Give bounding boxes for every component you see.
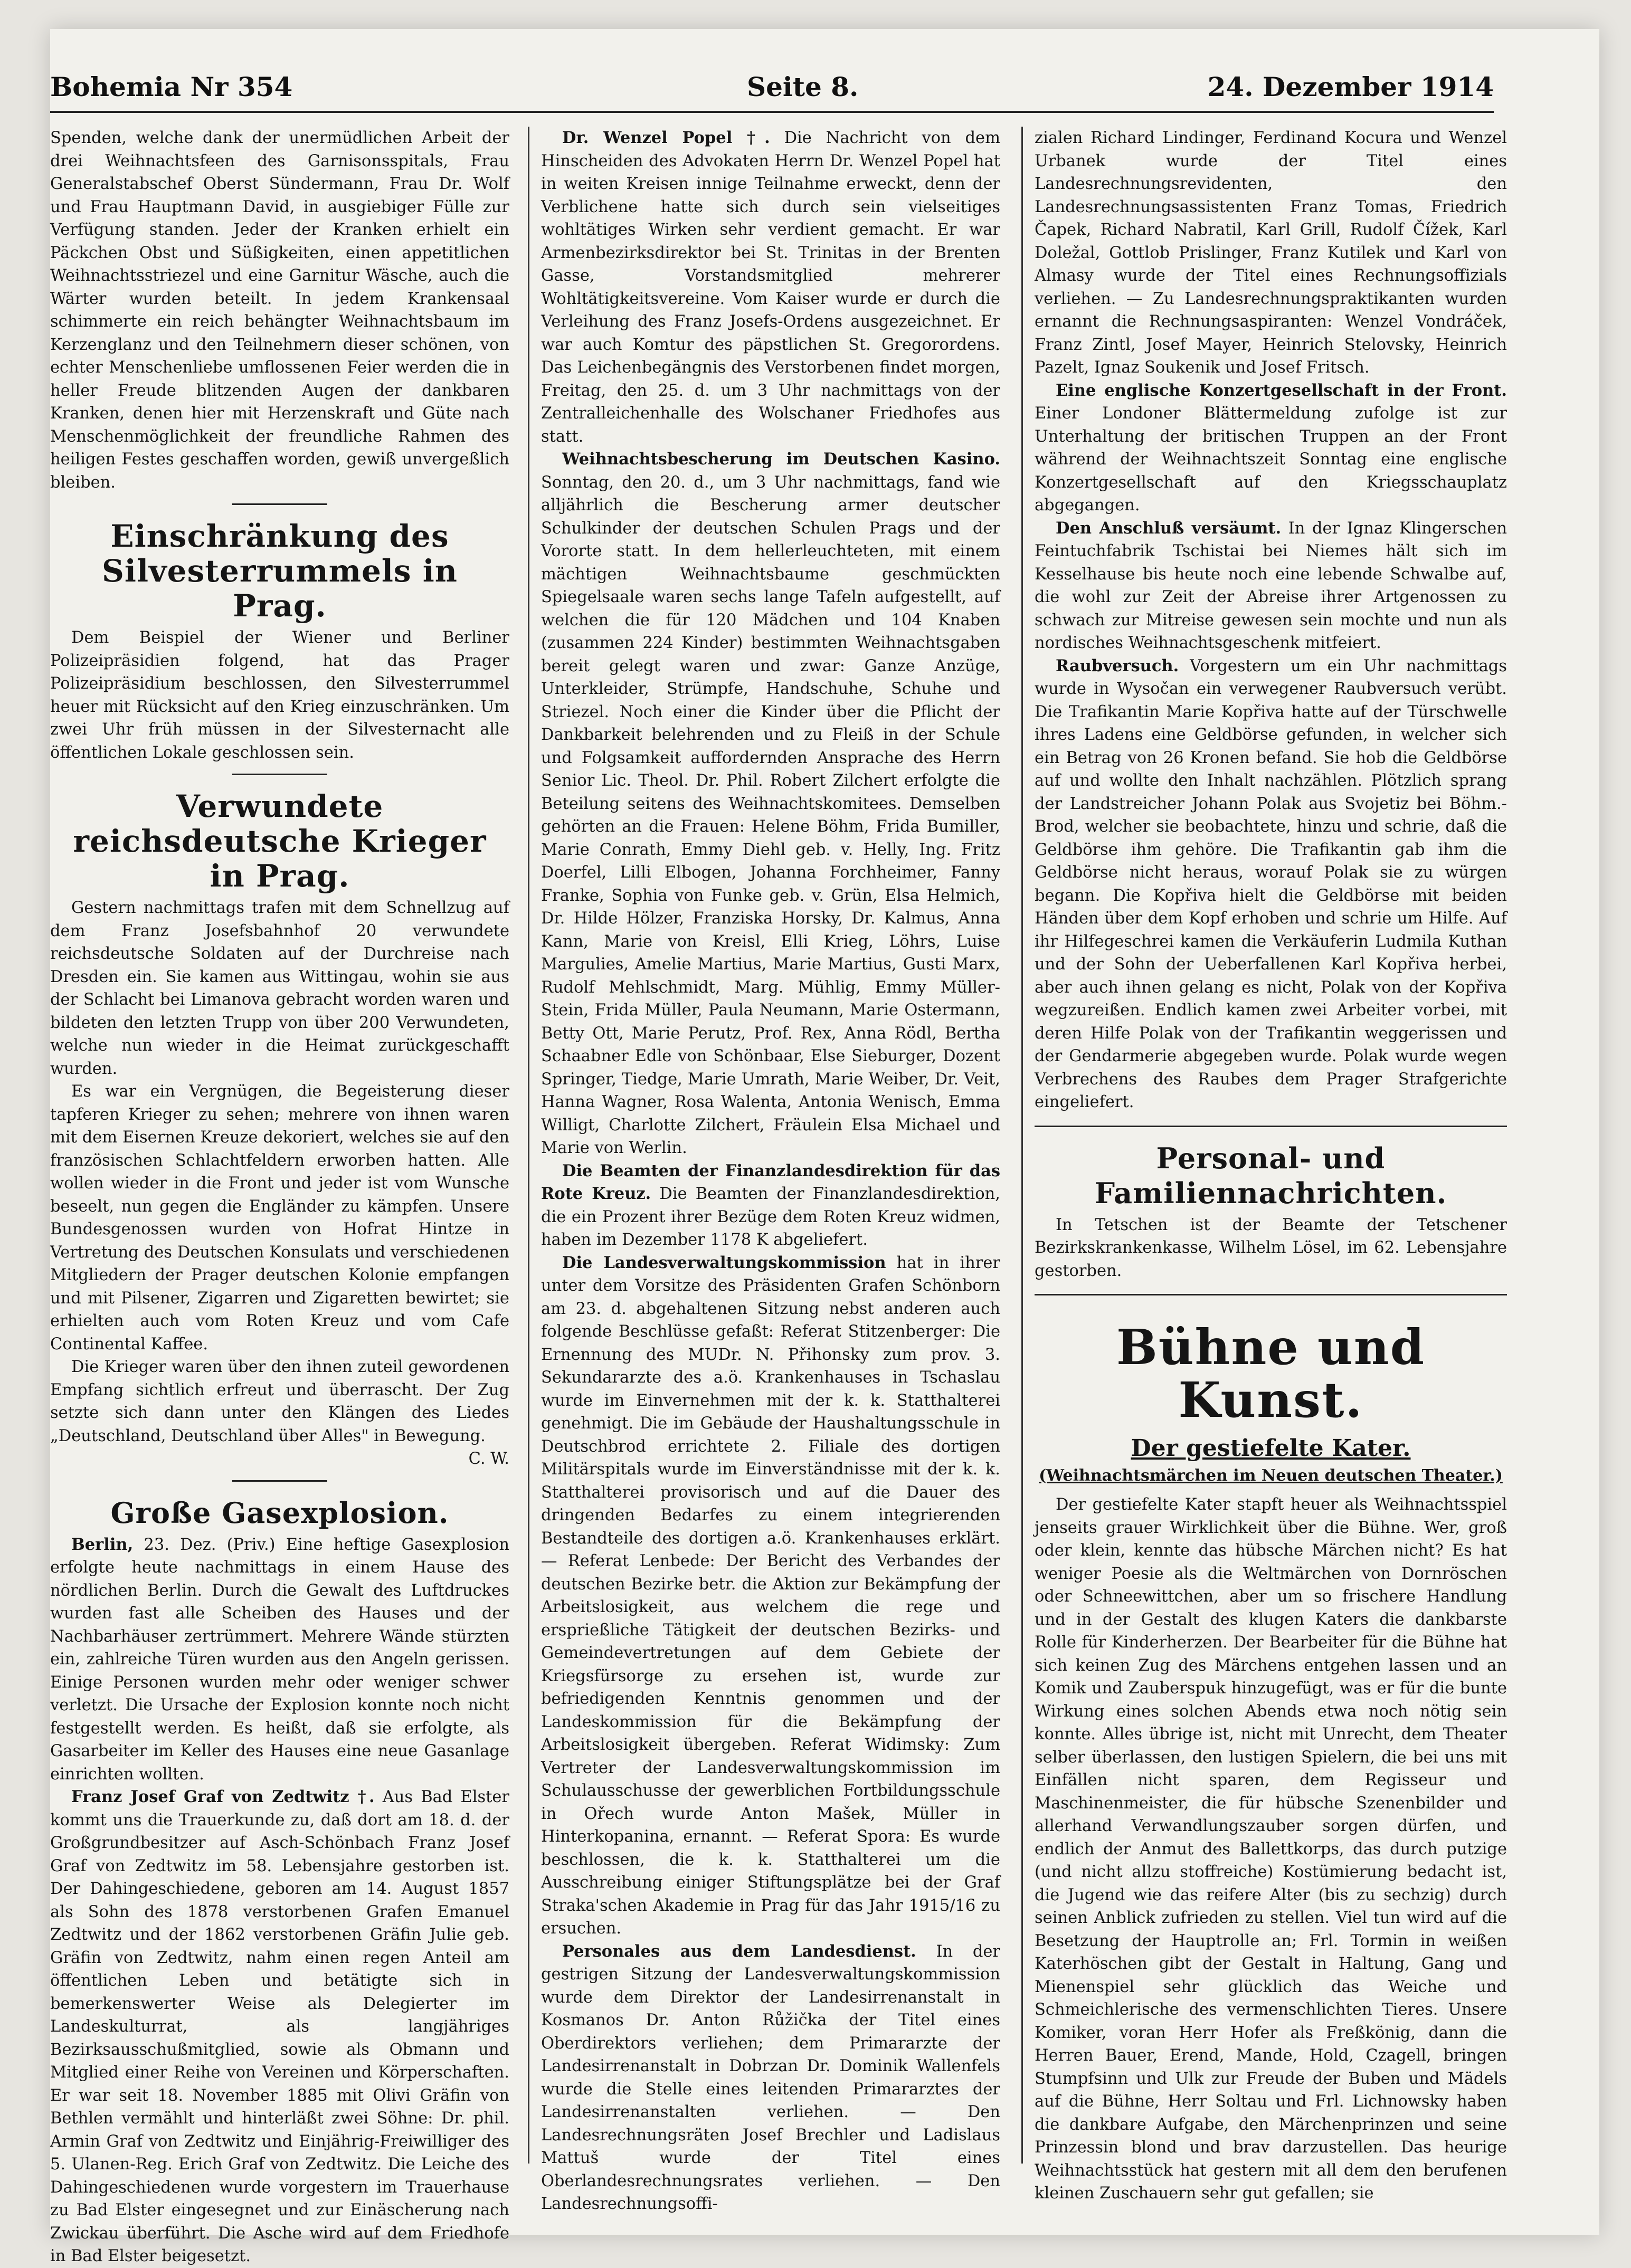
paragraph-lead: Den Anschluß versäumt. xyxy=(1056,518,1282,538)
headline-verwundete: Verwundete reichsdeutsche Krieger in Prag. xyxy=(73,788,487,894)
article-paragraph: Die Beamten der Finanzlandesdirektion für das Rote Kreuz. Die Beamten der Finanzlandesdirektion, die ein Prozent ihrer Bezüge dem Roten Kreuz widmen, haben im Dezember 1178 K abgeliefert. xyxy=(541,1161,1001,1249)
article-paragraph: Gestern nachmittags trafen mit dem Schnellzug auf dem Franz Josefsbahnhof 20 verwundete reichsdeutsche Soldaten auf der Durchreise nach Dresden ein. Sie kamen aus Wittingau, wohin sie aus der Schlacht bei Limanova gebracht worden waren und bildeten den letzten Trupp von über 200 Verwundeten, welche nun wieder in die Heimat zurückgeschafft wurden. xyxy=(50,899,509,1078)
paragraph-lead: Dr. Wenzel Popel †. xyxy=(562,128,770,147)
section-rule xyxy=(232,1480,327,1482)
article-paragraph: Berlin, 23. Dez. (Priv.) Eine heftige Gasexplosion erfolgte heute nachmittags in einem Hause des nördlichen Berlin. Durch die Gewalt des Luftdruckes wurden fast alle Scheiben des Hauses und der Nachbarhäuser zertrümmert. Mehrere Wände stürzten ein, zahlreiche Türen wurden aus den Angeln gerissen. Einige Personen wurden mehr oder weniger schwer verletzt. Die Ursache der Explosion konnte noch nicht festgestellt werden. Es heißt, daß sie erfolgte, als Gasarbeiter im Keller des Hauses eine neue Gasanlage einrichten wollten. xyxy=(50,1535,509,1784)
header-paper-issue: Bohemia Nr 354 xyxy=(50,71,293,102)
column-3 xyxy=(1035,127,1507,2205)
article-paragraph: Die Krieger waren über den ihnen zuteil gewordenen Empfang sichtlich erfreut und überrascht. Der Zug setzte sich dann unter den Klängen des Liedes „Deutschland, Deutschland über Alles" in Bewegung. xyxy=(50,1358,509,1445)
article-paragraph: Dr. Wenzel Popel †. Die Nachricht von dem Hinscheiden des Advokaten Herrn Dr. Wenzel Popel hat in weiten Kreisen innige Teilnahme erweckt, denn der Verblichene hatte sich durch sein vielseitiges wohltätiges Wirken sehr verdient gemacht. Er war Armenbezirksdirektor bei St. Trinitas in der Brenten Gasse, Vorstandsmitglied mehrerer Wohltätigkeitsvereine. Vom Kaiser wurde er durch die Verleihung des Franz Josefs-Ordens ausgezeichnet. Er war auch Komtur des päpstlichen St. Gregorordens. Das Leichenbegängnis des Verstorbenen findet morgen, Freitag, den 25. d. um 3 Uhr nachmittags von der Zentralleichenhalle des Wolschaner Friedhofes aus statt. xyxy=(541,128,1000,446)
headline-silvester: Einschränkung des Silvesterrummels in Prag. xyxy=(102,518,458,624)
column-2 xyxy=(541,127,1000,2216)
page-header xyxy=(50,50,1494,113)
article-paragraph: Den Anschluß versäumt. In der Ignaz Klingerschen Feintuchfabrik Tschistai bei Niemes hält sich im Kesselhause bis heute noch eine lebende Schwalbe auf, die wohl zur Zeit der Abreise ihrer Artgenossen zu schwach zur Mitreise gewesen sein mochte und nun als nordisches Weihnachtsgeschenk mitfeiert. xyxy=(1035,518,1507,652)
review-title: Der gestiefelte Kater. xyxy=(1131,1435,1411,1462)
headline-gasexplosion: Große Gasexplosion. xyxy=(110,1495,449,1530)
column-divider-1 xyxy=(528,127,529,2164)
column-divider-2 xyxy=(1021,127,1023,2164)
paragraph-lead: Personales aus dem Landesdienst. xyxy=(562,1941,916,1961)
article-paragraph: In Tetschen ist der Beamte der Tetschener Bezirkskrankenkasse, Wilhelm Lösel, im 62. Lebensjahre gestorben. xyxy=(1035,1215,1507,1280)
article-paragraph: Eine englische Konzertgesellschaft in der Front. Einer Londoner Blättermeldung zufolge ist zur Unterhaltung der britischen Truppen an der Front während der Weihnachtszeit Sonntag eine englische Konzertgesellschaft auf den Kriegsschauplatz abgegangen. xyxy=(1035,380,1507,514)
article-paragraph: zialen Richard Lindinger, Ferdinand Kocura und Wenzel Urbanek wurde der Titel eines Landesrechnungsrevidenten, den Landesrechnungsassistenten Franz Tomas, Friedrich Čapek, Richard Nabratil, Karl Grill, Rudolf Čížek, Karl Doležal, Gottlob Prislinger, Franz Kutilek und Karl von Almasy wurde der Titel eines Rechnungsoffizials verliehen. — Zu Landesrechnungspraktikanten wurden ernannt die Rechnungsaspiranten: Wenzel Vondráček, Franz Zintl, Josef Mayer, Heinrich Stelovsky, Heinrich Pazelt, Ignaz Soukenik und Josef Fritsch. xyxy=(1035,129,1507,377)
article-paragraph: Personales aus dem Landesdienst. In der gestrigen Sitzung der Landesverwaltungskommission wurde dem Direktor der Landesirrenanstalt in Kosmanos Dr. Anton Růžička der Titel eines Oberdirektors verliehen; dem Primararzte der Landesirrenanstalt in Dobrzan Dr. Dominik Wallenfels wurde die Stelle eines leitenden Primararztes der Landesirrenanstalten verliehen. — Den Landesrechnungsräten Josef Brechler und Ladislaus Mattuš wurde der Titel eines Oberlandesrechnungsrates verliehen. — Den Landesrechnungsoffi- xyxy=(541,1941,1000,2213)
article-paragraph: Der gestiefelte Kater stapft heuer als Weihnachtsspiel jenseits grauer Wirklichkeit über die Bühne. Wer, groß oder klein, kennte das hübsche Märchen nicht? Es hat weniger Poesie als die Weltmärchen von Dornröschen oder Schneewittchen, aber um so frischere Handlung und in der Gestalt des klugen Katers die dankbarste Rolle für Kinderherzen. Der Bearbeiter für die Bühne hat sich keinen Zug des Märchens entgehen lassen und an Komik und Zauberspuk hinzugefügt, was er für die bunte Wirkung eines solchen Abends etwa noch nötig sein konnte. Alles übrige ist, nicht mit Unrecht, dem Theater selber überlassen, den lustigen Spielern, die bei uns mit Einfällen nicht sparen, dem Regisseur und Maschinenmeister, die für hübsche Szenenbilder und allerhand Verwandlungszauber sorgen dürfen, und endlich der Anmut des Ballettkorps, das durch putzige (und nicht allzu stoffreiche) Kostümierung bedacht ist, die Jugend wie das reifere Alter (bis zu sechzig) durch seinen Anblick zufrieden zu stellen. Viel tun wird auf die Besetzung der Hauptrolle an; Frl. Tormin in weißen Katerhöschen gibt der Gestalt in Haltung, Gang und Mienenspiel sehr glücklich das Weiche und Schmeichlerische des vermenschlichten Tieres. Unsere Komiker, voran Herr Hofer als Freßkönig, dann die Herren Bauer, Erend, Mande, Hold, Czagell, bringen Stumpfsinn und Ulk zur Freude der Buben und Mädels auf die Bühne, Herr Soltau und Frl. Lichnowsky haben die dankbare Aufgabe, den Märchenprinzen und seine Prinzessin blond und brav darzustellen. Das heurige Weihnachtsstück hat gestern mit all dem den berufenen kleinen Zuschauern sehr gut gefallen; sie xyxy=(1035,1495,1507,2203)
paragraph-lead: Eine englische Konzertgesellschaft in der Front. xyxy=(1056,380,1507,400)
section-rule xyxy=(232,774,327,775)
article-paragraph: Weihnachtsbescherung im Deutschen Kasino. Sonntag, den 20. d., um 3 Uhr nachmittags, fand wie alljährlich die Bescherung armer deutscher Schulkinder der deutschen Schulen Prags und der Vororte statt. In dem hellerleuchteten, mit einem mächtigen Weihnachtsbaume geschmückten Spiegelsaale waren sechs lange Tafeln aufgestellt, auf welchen die für 120 Mädchen und 104 Knaben (zusammen 224 Kinder) bestimmten Weihnachtsgaben bereit gelegt waren und zwar: Ganze Anzüge, Unterkleider, Strümpfe, Handschuhe, Schuhe und Striezel. Noch einer die Kinder über die Pflicht der Dankbarkeit belehrenden und zu Fleiß in der Schule und Folgsamkeit auffordernden Ansprache des Herrn Senior Lic. Theol. Dr. Phil. Robert Zilchert erfolgte die Beteilung seitens des Weihnachtskomitees. Demselben gehörten an die Frauen: Helene Böhm, Frida Bumiller, Marie Conrath, Emmy Diehl geb. v. Helly, Ing. Fritz Doerfel, Lilli Elbogen, Johanna Forchheimer, Fanny Franke, Sophia von Funke geb. v. Grün, Elsa Helmich, Dr. Hilde Hölzer, Franziska Horsky, Dr. Kalmus, Anna Kann, Marie von Kreisl, Elli Krieg, Löhrs, Luise Margulies, Amelie Martius, Marie Martius, Gusti Marx, Rudolf Mehlschmidt, Marg. Mühlig, Emmy Müller-Stein, Frida Müller, Paula Neumann, Marie Ostermann, Betty Ott, Marie Perutz, Prof. Rex, Anna Rödl, Bertha Schaabner Edle von Schönbaar, Else Sieburger, Dozent Springer, Tiedge, Marie Umrath, Marie Weiber, Dr. Veit, Hanna Wagner, Rosa Walenta, Antonia Wenisch, Emma Willigt, Charlotte Zilchert, Fräulein Elsa Michael und Marie von Werlin. xyxy=(541,450,1000,1157)
header-rule xyxy=(50,111,1494,113)
article-paragraph: Es war ein Vergnügen, die Begeisterung dieser tapferen Krieger zu sehen; mehrere von ihnen waren mit dem Eisernen Kreuze dekoriert, welches sie auf den französischen Schlachtfeldern erworben hatten. Alle wollen wieder in die Front und jeder ist vom Wunsche beseelt, nun gegen die Engländer zu kämpfen. Unsere Bundesgenossen wurden von Hofrat Hintze in Vertretung des Deutschen Konsulats und verschiedenen Mitgliedern der Prager deutschen Kolonie empfangen und mit Pilsener, Zigarren und Zigaretten bewirtet; sie erhielten auch vom Roten Kreuz und vom Cafe Continental Kaffee. xyxy=(50,1082,509,1354)
article-paragraph: Spenden, welche dank der unermüdlichen Arbeit der drei Weihnachtsfeen des Garnisonsspitals, Frau Generalstabschef Oberst Sündermann, Frau Dr. Wolf und Frau Hauptmann David, in ausgiebiger Fülle zur Verfügung standen. Jeder der Kranken erhielt ein Päckchen Obst und Süßigkeiten, einen appetitlichen Weihnachtsstriezel und eine Garnitur Wäsche, auch die Wärter wurden beteilt. In jedem Krankensaal schimmerte ein reich behängter Weihnachtsbaum im Kerzenglanz und den Teilnehmern dieser schönen, von echter Menschenliebe umflossenen Feier werden die in heller Freude blitzenden Augen der dankbaren Kranken, denen hier mit Herzenskraft und Güte nach Menschenmöglichkeit der freundliche Rahmen des heiligen Festes geschaffen worden, gewiß unvergeßlich bleiben. xyxy=(50,129,509,492)
section-title-buehne: Bühne und Kunst. xyxy=(1116,1319,1426,1428)
article-paragraph: Raubversuch. Vorgestern um ein Uhr nachmittags wurde in Wysočan ein verwegener Raubversuch verübt. Die Trafikantin Marie Kopřiva hatte auf der Türschwelle ihres Ladens eine Geldbörse gefunden, in welcher sich ein Betrag von 26 Kronen befand. Sie hob die Geldbörse auf und wollte den Inhalt nachzählen. Plötzlich sprang der Landstreicher Johann Polak aus Svojetiz bei Böhm.-Brod, welcher sie beobachtete, hinzu und schrie, daß die Geldbörse ihm gehöre. Die Trafikantin gab ihm die Geldbörse nicht heraus, worauf Polak sie zu würgen begann. Die Kopřiva hielt die Geldbörse mit beiden Händen über dem Kopf erhoben und schrie um Hilfe. Auf ihr Hilfegeschrei kamen die Verkäuferin Ludmila Kuthan und der Sohn der Ueberfallenen Karl Kopřiva herbei, aber auch ihnen gelang es nicht, Polak von der Kopřiva wegzureißen. Endlich kamen zwei Arbeiter vorbei, mit deren Hilfe Polak von der Trafikantin weggerissen und der Gendarmerie abgegeben wurde. Polak wurde wegen Verbrechens des Raubes dem Prager Strafgerichte eingeliefert. xyxy=(1035,656,1507,1111)
article-paragraph: Die Landesverwaltungskommission hat in ihrer unter dem Vorsitze des Präsidenten Grafen Schönborn am 23. d. abgehaltenen Sitzung nebst anderen auch folgende Beschlüsse gefaßt: Referat Stitzenberger: Die Ernennung des MUDr. N. Přihonsky zum prov. 3. Sekundararzte des a.ö. Krankenhauses in Tschaslau wurde im Einvernehmen mit der k. k. Statthalterei genehmigt. Die im Gebäude der Haushaltungsschule in Deutschbrod errichtete 2. Filiale des dortigen Militärspitals wurde im Einverständnisse mit der k. k. Statthalterei provisorisch und auf die Dauer des dringenden Bedarfes zu einem integrierenden Bestandteile des dortigen a.ö. Krankenhauses erklärt. — Referat Lenbede: Der Bericht des Verbandes der deutschen Bezirke betr. die Aktion zur Bekämpfung der Arbeitslosigkeit, aus welchem die rege und ersprießliche Tätigkeit der deutschen Bezirks- und Gemeindevertretungen auf dem Gebiete der Kriegsfürsorge zu ersehen ist, wurde zur befriedigenden Kenntnis genommen und der Landeskommission für die Bekämpfung der Arbeitslosigkeit übergeben. Referat Widimsky: Zum Vertreter der Landesverwaltungskommission im Schulausschusse der gewerblichen Fortbildungsschule in Ořech wurde Anton Mašek, Müller in Hinterkopanina, ernannt. — Referat Spora: Es wurde beschlossen, die k. k. Statthalterei um die Ausschreibung einiger Stiftungsplätze bei der Graf Straka'schen Akademie in Prag für das Jahr 1915/16 zu ersuchen. xyxy=(541,1253,1000,1938)
paragraph-lead: Franz Josef Graf von Zedtwitz †. xyxy=(71,1787,375,1806)
paragraph-lead: Berlin, xyxy=(71,1535,134,1554)
header-date: 24. Dezember 1914 xyxy=(1207,71,1494,102)
author-signature: C. W. xyxy=(468,1450,509,1468)
paragraph-lead: Weihnachtsbescherung im Deutschen Kasino. xyxy=(562,450,1000,469)
review-subtitle: (Weihnachtsmärchen im Neuen deutschen Theater.) xyxy=(1039,1466,1503,1485)
section-rule xyxy=(1035,1126,1507,1127)
column-1 xyxy=(50,127,509,2268)
article-paragraph: Dem Beispiel der Wiener und Berliner Polizeipräsidien folgend, hat das Prager Polizeipräsidium beschlossen, den Silvesterrummel heuer mit Rücksicht auf den Krieg einzuschränken. Um zwei Uhr früh müssen in der Silvesternacht alle öffentlichen Lokale geschlossen sein. xyxy=(50,628,509,762)
paragraph-lead: Die Beamten der Finanzlandesdirektion für das Rote Kreuz. xyxy=(541,1161,1000,1203)
paragraph-lead: Die Landesverwaltungskommission xyxy=(562,1253,886,1272)
header-page-number: Seite 8. xyxy=(747,71,859,102)
article-paragraph: Franz Josef Graf von Zedtwitz †. Aus Bad Elster kommt uns die Trauerkunde zu, daß dort am 18. d. der Großgrundbesitzer auf Asch-Schönbach Franz Josef Graf von Zedtwitz im 58. Lebensjahre gestorben ist. Der Dahingeschiedene, geboren am 14. August 1857 als Sohn des 1878 verstorbenen Grafen Emanuel Zedtwitz und der 1862 verstorbenen Gräfin Julie geb. Gräfin von Zedtwitz, nahm einen regen Anteil am öffentlichen Leben und betätigte sich in bemerkenswerter Weise als Delegierter im Landeskulturrat, als langjähriges Bezirksausschußmitglied, sowie als Obmann und Mitglied einer Reihe von Vereinen und Körperschaften. Er war seit 18. November 1885 mit Olivi Gräfin von Bethlen vermählt und hinterläßt zwei Söhne: Dr. phil. Armin Graf von Zedtwitz und Einjährig-Freiwilliger des 5. Ulanen-Reg. Erich Graf von Zedtwitz. Die Leiche des Dahingeschiedenen wurde vorgestern im Trauerhause zu Bad Elster eingesegnet und zur Einäscherung nach Zwickau überführt. Die Asche wird auf dem Friedhofe in Bad Elster beigesetzt. xyxy=(50,1787,509,2265)
section-rule xyxy=(1035,1294,1507,1295)
section-rule xyxy=(232,503,327,505)
headline-personal: Personal- und Familiennachrichten. xyxy=(1094,1141,1447,1210)
paragraph-lead: Raubversuch. xyxy=(1056,656,1179,675)
